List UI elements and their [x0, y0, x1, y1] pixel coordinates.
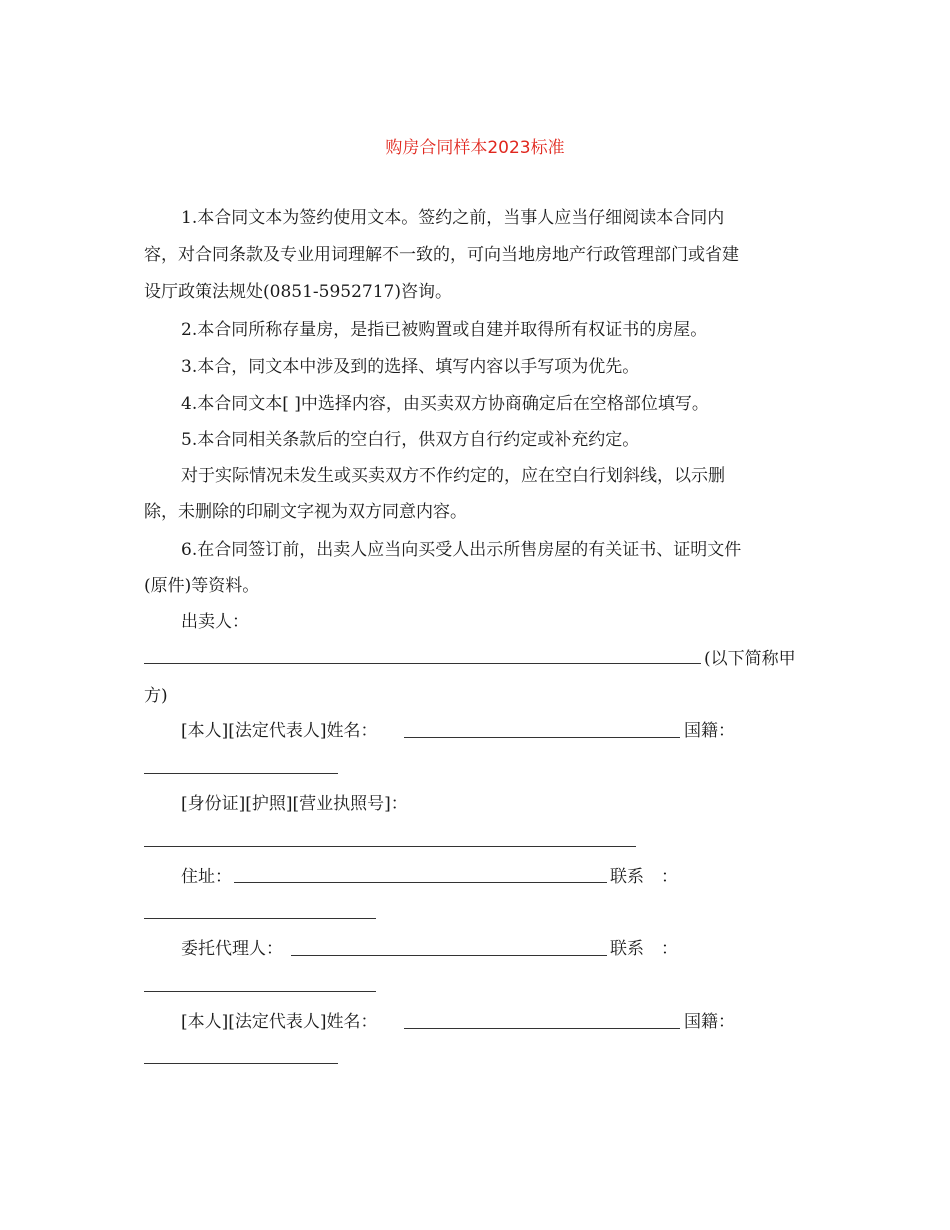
- seller-id-input[interactable]: [144, 846, 636, 847]
- paragraph-5b-line-2: 除，未删除的印刷文字视为双方同意内容。: [144, 502, 467, 522]
- seller-id-label: [身份证][护照][营业执照号]：: [181, 794, 408, 814]
- paragraph-1-line-1: 1.本合同文本为签约使用文本。签约之前，当事人应当仔细阅读本合同内: [181, 208, 725, 228]
- second-nationality-label: 国籍：: [684, 1012, 735, 1032]
- paragraph-3: 3.本合，同文本中涉及到的选择、填写内容以手写项为优先。: [181, 357, 640, 377]
- paragraph-6-line-2: (原件)等资料。: [144, 576, 260, 596]
- second-nationality-input[interactable]: [144, 1063, 338, 1064]
- seller-label: 出卖人：: [181, 612, 249, 632]
- seller-nationality-label: 国籍：: [684, 721, 735, 741]
- agent-contact-label: 联系 ：: [610, 939, 678, 959]
- paragraph-6-line-1: 6.在合同签订前，出卖人应当向买受人出示所售房屋的有关证书、证明文件: [181, 540, 742, 560]
- seller-address-label: 住址：: [181, 867, 232, 887]
- seller-suffix: (以下简称甲: [704, 649, 796, 669]
- seller-contact-label: 联系 ：: [610, 867, 678, 887]
- agent-contact-input[interactable]: [144, 991, 376, 992]
- seller-address-input[interactable]: [234, 882, 607, 883]
- seller-contact-input[interactable]: [144, 918, 376, 919]
- paragraph-5b-line-1: 对于实际情况未发生或买卖双方不作约定的，应在空白行划斜线，以示删: [181, 466, 725, 486]
- second-name-input[interactable]: [404, 1028, 680, 1029]
- second-name-label: [本人][法定代表人]姓名：: [181, 1012, 378, 1032]
- agent-label: 委托代理人：: [181, 939, 283, 959]
- paragraph-1-line-2: 容，对合同条款及专业用词理解不一致的，可向当地房地产行政管理部门或省建: [144, 245, 739, 265]
- paragraph-1-line-3: 设厅政策法规处(0851-5952717)咨询。: [144, 282, 452, 302]
- paragraph-5: 5.本合同相关条款后的空白行，供双方自行约定或补充约定。: [181, 430, 640, 450]
- seller-suffix-continued: 方): [144, 686, 168, 706]
- paragraph-2: 2.本合同所称存量房，是指已被购置或自建并取得所有权证书的房屋。: [181, 320, 708, 340]
- seller-nationality-input[interactable]: [144, 773, 338, 774]
- seller-name-label: [本人][法定代表人]姓名：: [181, 721, 378, 741]
- seller-name-field[interactable]: [144, 663, 701, 664]
- paragraph-4: 4.本合同文本[ ]中选择内容，由买卖双方协商确定后在空格部位填写。: [181, 394, 709, 414]
- document-title: 购房合同样本2023标准: [385, 138, 565, 158]
- seller-name-input[interactable]: [404, 737, 680, 738]
- agent-input[interactable]: [291, 955, 607, 956]
